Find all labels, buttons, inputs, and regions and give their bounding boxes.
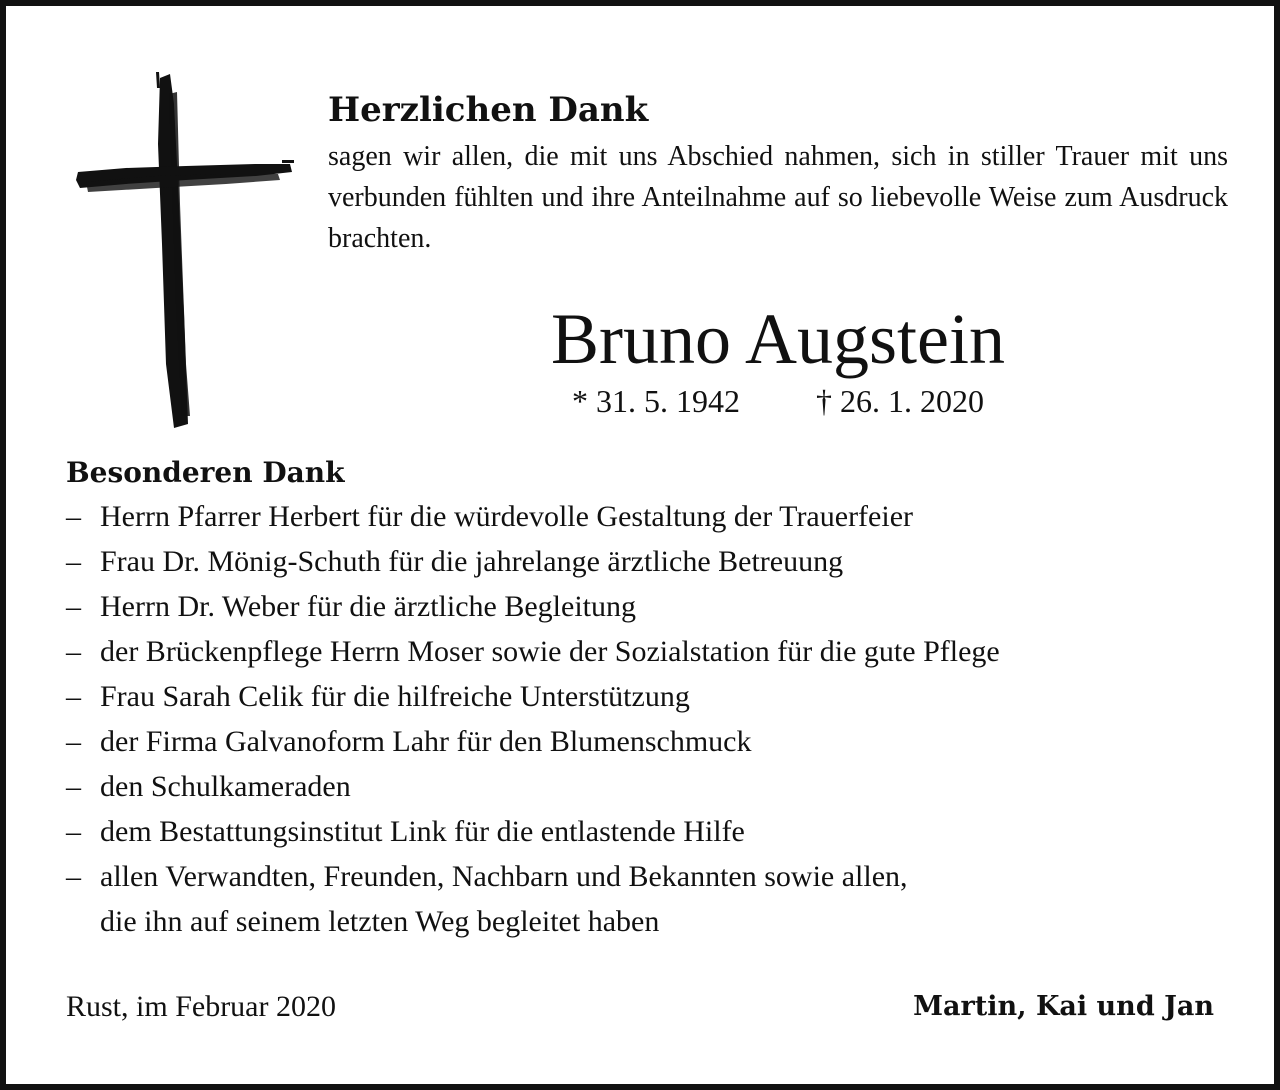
list-item: – Herrn Pfarrer Herbert für die würdevolle Gestaltung der Trauerfeier — [66, 494, 1226, 539]
list-item: – Frau Sarah Celik für die hilfreiche Unterstützung — [66, 674, 1226, 719]
cross-icon — [66, 64, 296, 434]
life-dates — [328, 378, 1228, 424]
place-date: Rust, im Februar 2020 — [66, 990, 336, 1023]
signatories: Martin, Kai und Jan — [913, 991, 1214, 1022]
birth-date: * 31. 5. 1942 — [572, 383, 740, 419]
list-item: – der Firma Galvanoform Lahr für den Blumenschmuck — [66, 719, 1226, 764]
list-item: – der Brückenpflege Herrn Moser sowie der Sozialstation für die gute Pflege — [66, 629, 1226, 674]
thanks-text: sagen wir allen, die mit uns Abschied nahmen, sich in stiller Trauer mit uns verbunden fühlten und ihre Anteilnahme auf so liebevolle Weise zum Ausdruck brachten. — [328, 141, 1228, 254]
list-item-continuation: die ihn auf seinem letzten Weg begleitet haben — [100, 905, 660, 938]
special-thanks — [66, 452, 1226, 944]
deceased-name: Bruno Augstein — [550, 299, 1005, 379]
list-item: – dem Bestattungsinstitut Link für die entlastende Hilfe — [66, 809, 1226, 854]
list-item: – den Schulkameraden — [66, 764, 1226, 809]
death-date: † 26. 1. 2020 — [816, 383, 984, 419]
list-item: – Frau Dr. Mönig-Schuth für die jahrelange ärztliche Betreuung — [66, 539, 1226, 584]
special-thanks-title: Besonderen Dank — [66, 456, 345, 489]
thanks-title: Herzlichen Dank — [328, 90, 649, 130]
list-item: – allen Verwandten, Freunden, Nachbarn und Bekannten sowie allen, — [66, 854, 1226, 899]
header-block — [328, 84, 1228, 259]
list-item: – Herrn Dr. Weber für die ärztliche Begleitung — [66, 584, 1226, 629]
thanks-list — [66, 494, 1226, 899]
